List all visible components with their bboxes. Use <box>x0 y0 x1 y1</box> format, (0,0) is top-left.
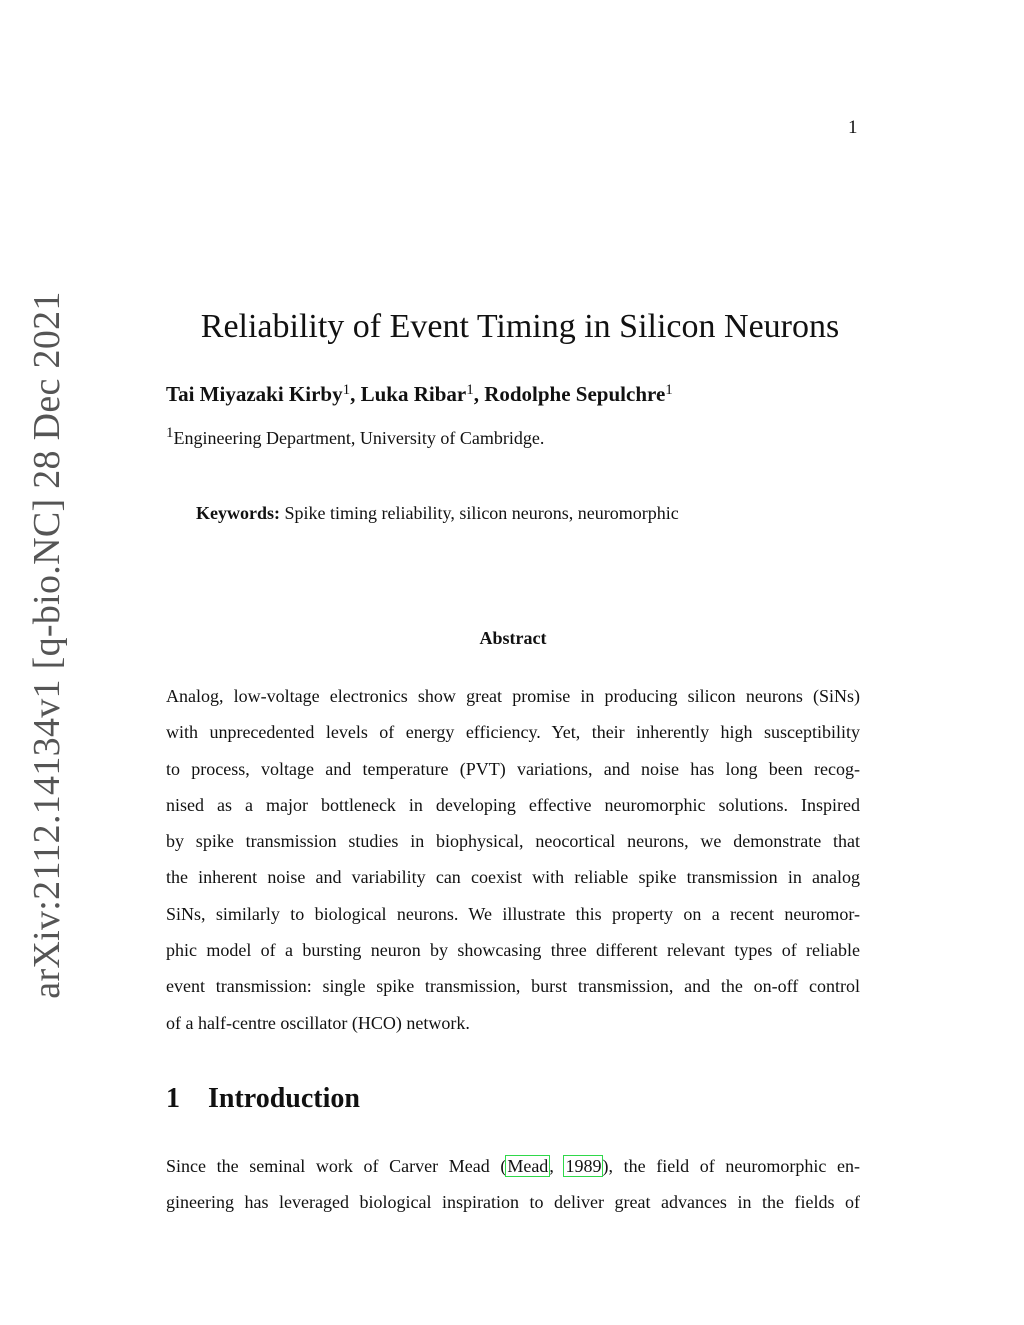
abstract-line: event transmission: single spike transmission, burst transmission, and the on-off control <box>166 976 860 997</box>
keywords-text: Spike timing reliability, silicon neurons, neuromorphic <box>284 503 679 523</box>
section-title: Introduction <box>208 1083 360 1114</box>
intro-line: gineering has leveraged biological inspiration to deliver great advances in the fields of <box>166 1192 860 1213</box>
affiliation-mark: 1 <box>466 382 474 398</box>
intro-text: Since the seminal work of Carver Mead ( <box>166 1156 507 1176</box>
abstract-line: the inherent noise and variability can coexist with reliable spike transmission in analog <box>166 867 860 888</box>
abstract-line: nised as a major bottleneck in developing effective neuromorphic solutions. Inspired <box>166 794 860 815</box>
abstract-line: to process, voltage and temperature (PVT) variations, and noise has long been recog- <box>166 758 860 779</box>
abstract-heading: Abstract <box>479 628 547 648</box>
affiliation-line <box>166 425 545 449</box>
author-name: Luka Ribar <box>360 382 467 406</box>
section-number: 1 <box>166 1083 180 1114</box>
author-list: Tai Miyazaki Kirby$^1$, Luka Ribar$^1$, Rodolphe Sepulchre$^1$ <box>166 382 673 406</box>
section-heading <box>166 1083 360 1115</box>
abstract-line: with unprecedented levels of energy efficiency. Yet, their inherently high susceptibility <box>166 722 860 743</box>
abstract-line: by spike transmission studies in biophysical, neocortical neurons, we demonstrate that <box>166 831 860 852</box>
affiliation-mark: 1 <box>665 382 673 398</box>
page-number: 1 <box>848 117 858 138</box>
intro-line <box>166 1148 860 1184</box>
citation-link-year[interactable]: 1989 <box>565 1156 602 1176</box>
abstract-body <box>166 678 860 1041</box>
abstract-line: of a half-centre oscillator (HCO) network. <box>166 1012 470 1033</box>
abstract-line: Analog, low-voltage electronics show great promise in producing silicon neurons (SiNs) <box>166 686 860 706</box>
citation-link-author[interactable]: Mead <box>507 1156 549 1176</box>
keywords-label: Keywords: <box>196 503 280 523</box>
keywords-line <box>196 503 679 524</box>
introduction-body <box>166 1148 860 1221</box>
author-name: Tai Miyazaki Kirby <box>166 382 343 406</box>
intro-text: , <box>549 1156 565 1176</box>
author-name: Rodolphe Sepulchre <box>484 382 666 406</box>
abstract-line: SiNs, similarly to biological neurons. We illustrate this property on a recent neuromor- <box>166 903 860 924</box>
intro-text: ), the field of neuromorphic en- <box>602 1156 861 1176</box>
abstract-line: phic model of a bursting neuron by showcasing three different relevant types of reliable <box>166 940 860 961</box>
arxiv-identifier-stamp: arXiv:2112.14134v1 [q-bio.NC] 28 Dec 2021 <box>26 291 68 999</box>
affiliation-mark: 1 <box>166 425 174 441</box>
paper-title: Reliability of Event Timing in Silicon Neurons <box>200 308 840 345</box>
affiliation-text: Engineering Department, University of Cambridge. <box>173 428 545 448</box>
affiliation-mark: 1 <box>342 382 351 398</box>
